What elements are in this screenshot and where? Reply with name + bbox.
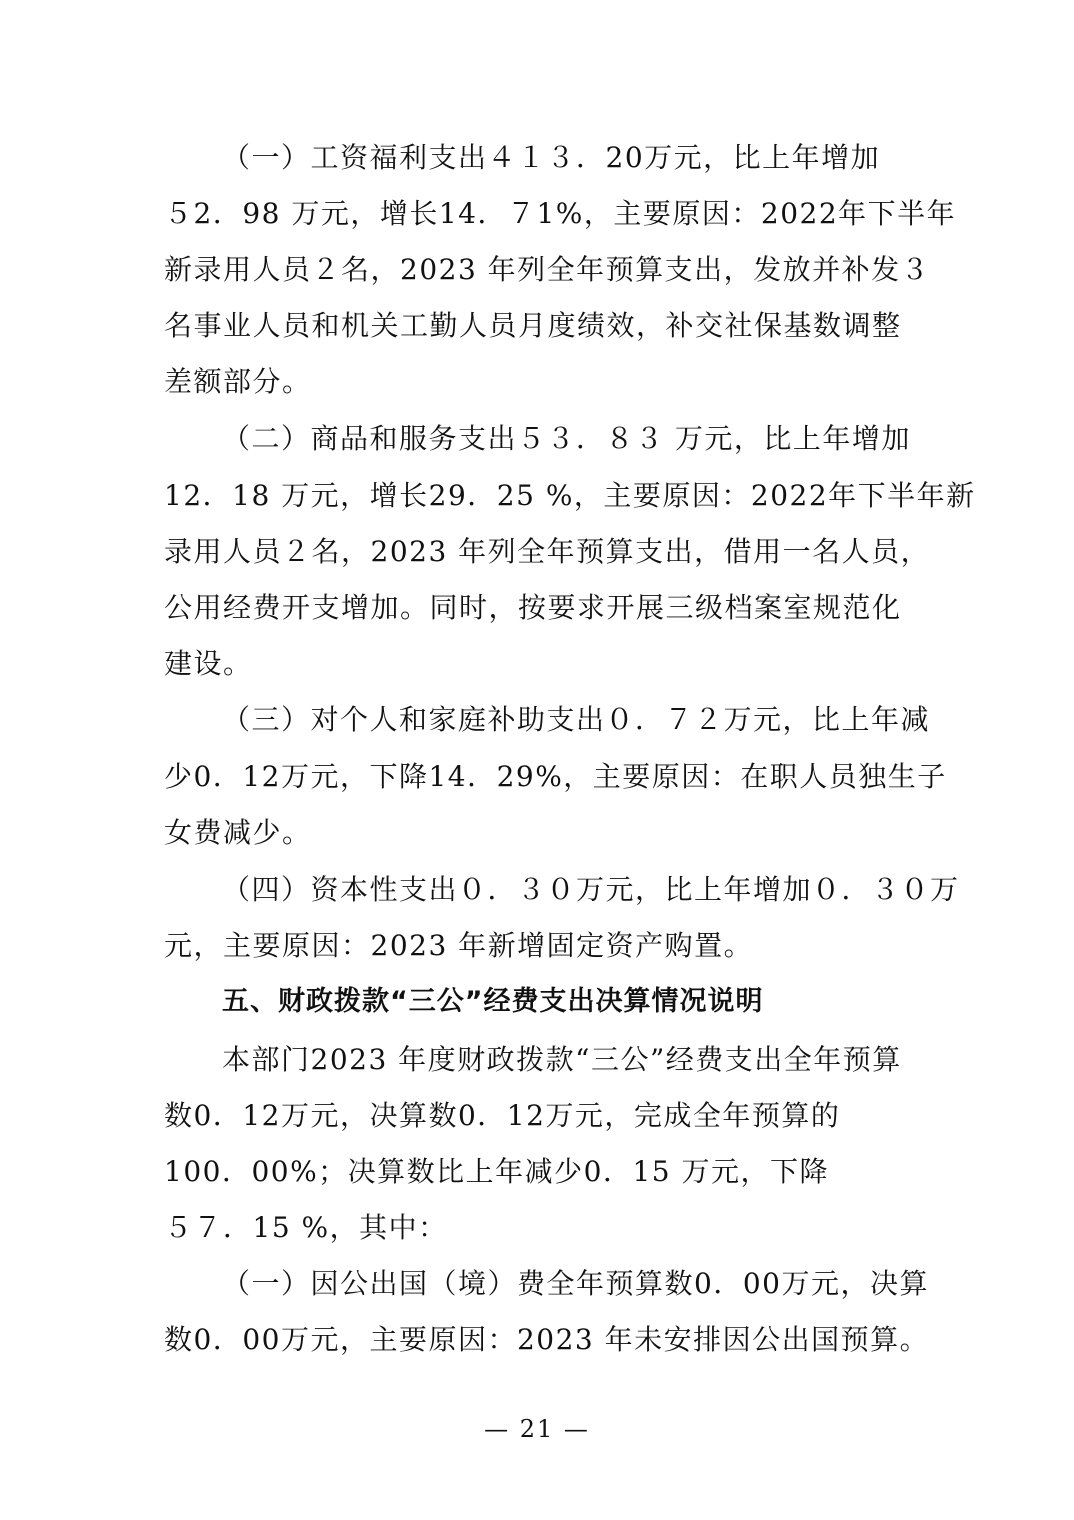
paragraph-line: 100．00%；决算数比上年减少0．15 万元，下降 [164, 1155, 830, 1188]
paragraph-line: 新录用人员２名，2023 年列全年预算支出，发放并补发３ [164, 253, 931, 286]
paragraph-line: 公用经费开支增加。同时，按要求开展三级档案室规范化 [164, 591, 902, 624]
paragraph-line: 数0．00万元，主要原因：2023 年未安排因公出国预算。 [164, 1323, 930, 1356]
paragraph-line: ５2．98 万元，增长14．７1%，主要原因：2022年下半年 [164, 197, 957, 230]
section-heading: 五、财政拨款“三公”经费支出决算情况说明 [222, 986, 764, 1017]
paragraph-line: 本部门2023 年度财政拨款“三公”经费支出全年预算 [222, 1043, 902, 1076]
paragraph-line: （一）工资福利支出４１３．20万元，比上年增加 [222, 141, 881, 174]
page-number: — 21 — [484, 1415, 590, 1443]
paragraph-line: ５７．15 %，其中： [164, 1211, 448, 1244]
paragraph-line: 女费减少。 [164, 816, 312, 849]
paragraph-line: 少0．12万元，下降14．29%，主要原因：在职人员独生子 [164, 760, 947, 793]
paragraph-line: （四）资本性支出０．３０万元，比上年增加０．３０万 [222, 873, 960, 906]
paragraph-line: （二）商品和服务支出５３．８３ 万元，比上年增加 [222, 422, 911, 455]
paragraph-line: 元，主要原因：2023 年新增固定资产购置。 [164, 929, 754, 962]
paragraph-line: 数0．12万元，决算数0．12万元，完成全年预算的 [164, 1099, 841, 1132]
paragraph-line: 建设。 [164, 647, 253, 680]
paragraph-line: 差额部分。 [164, 365, 312, 398]
paragraph-line: （三）对个人和家庭补助支出０．７２万元，比上年减 [222, 703, 931, 736]
paragraph-line: 12．18 万元，增长29．25 %，主要原因：2022年下半年新 [164, 479, 976, 512]
paragraph-line: 录用人员２名，2023 年列全年预算支出，借用一名人员， [164, 535, 931, 568]
paragraph-line: （一）因公出国（境）费全年预算数0．00万元，决算 [222, 1267, 929, 1300]
paragraph-line: 名事业人员和机关工勤人员月度绩效，补交社保基数调整 [164, 309, 902, 342]
